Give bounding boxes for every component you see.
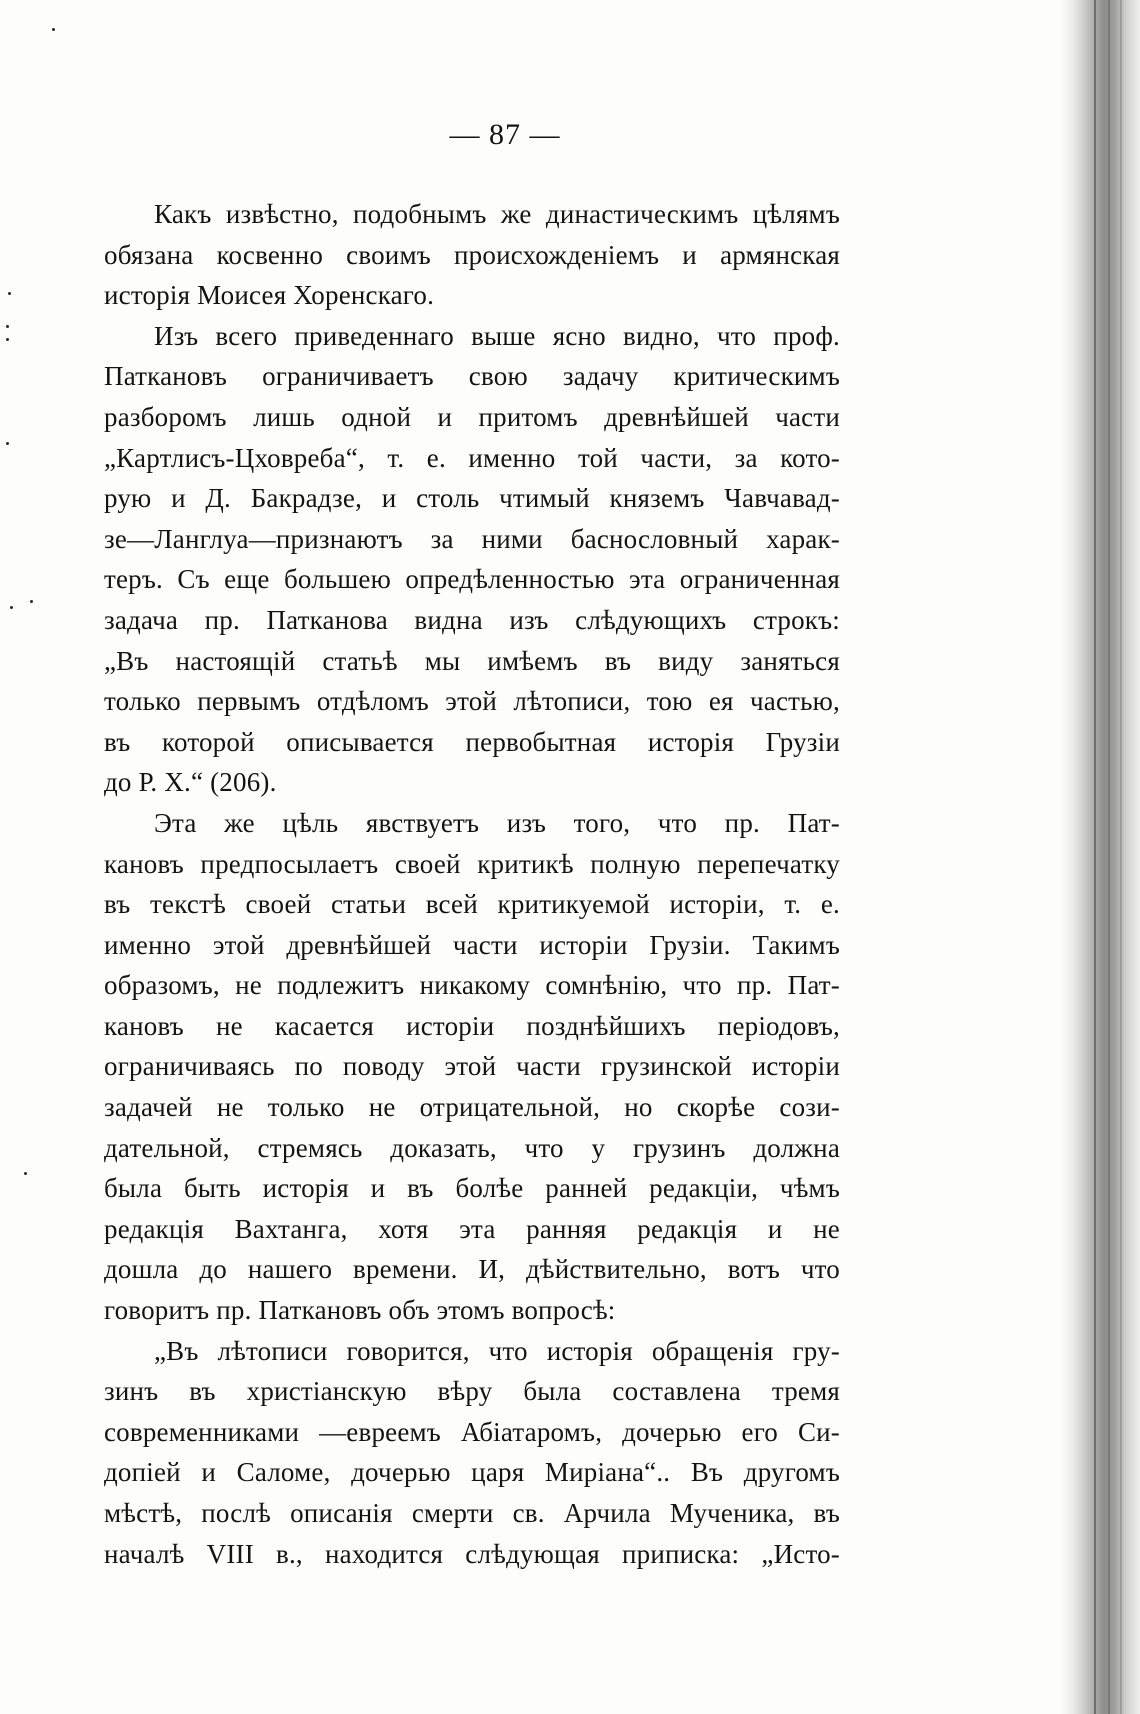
- scan-speck: [6, 338, 9, 341]
- text-line: задачей не только не отрицательной, но скорѣе сози-: [104, 1092, 840, 1123]
- text-line: рую и Д. Бакрадзе, и столь чтимый княземъ Чавчавад-: [104, 483, 840, 514]
- text-line: говоритъ пр. Паткановъ объ этомъ вопросѣ:: [104, 1295, 616, 1326]
- text-line: допіей и Саломе, дочерью царя Миріана“.. Въ другомъ: [104, 1457, 840, 1488]
- text-line: началѣ VIII в., находится слѣдующая приписка: „Исто-: [104, 1538, 840, 1569]
- text-line: Эта же цѣль явствуетъ изъ того, что пр. Пат-: [154, 807, 840, 838]
- text-line: до Р. X.“ (206).: [104, 767, 277, 798]
- scan-speck: [52, 28, 55, 31]
- text-line: мѣстѣ, послѣ описанія смерти св. Арчила Мученика, въ: [104, 1498, 840, 1528]
- scan-speck: [24, 1172, 27, 1175]
- spine-edge-line: [1094, 0, 1096, 1714]
- text-line: современниками —евреемъ Абіатаромъ, дочерью его Си-: [104, 1416, 840, 1447]
- text-line: зе—Ланглуа—признаютъ за ними баснословный харак-: [104, 523, 840, 554]
- scan-speck: [8, 292, 11, 295]
- body-text: [104, 194, 840, 1574]
- text-line: только первымъ отдѣломъ этой лѣтописи, тою ея частью,: [104, 686, 840, 717]
- text-line: Изъ всего приведеннаго выше ясно видно, что проф.: [154, 320, 840, 351]
- text-line: исторія Моисея Хоренскаго.: [104, 280, 435, 311]
- scan-speck: [6, 325, 9, 328]
- text-line: была быть исторія и въ болѣе ранней редакціи, чѣмъ: [104, 1173, 840, 1204]
- text-line: дательной, стремясь доказать, что у грузинъ должна: [104, 1132, 840, 1163]
- scan-speck: [6, 442, 9, 445]
- page-number: — 87 —: [449, 118, 561, 151]
- text-line: разборомъ лишь одной и притомъ древнѣйшей части: [104, 401, 840, 432]
- text-line: именно этой древнѣйшей части исторіи Грузіи. Такимъ: [104, 929, 840, 960]
- scan-speck: [10, 606, 13, 609]
- text-line: въ текстѣ своей статьи всей критикуемой исторіи, т. е.: [104, 889, 840, 920]
- scan-speck: [30, 600, 33, 603]
- text-line: Паткановъ ограничиваетъ свою задачу критическимъ: [104, 361, 840, 392]
- spine-edge-line: [1108, 0, 1110, 1714]
- text-line: въ которой описывается первобытная исторія Грузіи: [104, 726, 840, 757]
- text-line: зинъ въ христіанскую вѣру была составлена тремя: [104, 1376, 840, 1407]
- text-line: кановъ предпосылаетъ своей критикѣ полную перепечатку: [104, 848, 840, 879]
- text-line: кановъ не касается исторіи позднѣйшихъ періодовъ,: [104, 1010, 840, 1041]
- spine-edge-line: [1120, 0, 1122, 1714]
- text-line: редакція Вахтанга, хотя эта ранняя редакція и не: [104, 1213, 840, 1244]
- text-line: теръ. Съ еще большею опредѣленностью эта ограниченная: [104, 564, 840, 595]
- text-line: обязана косвенно своимъ происхожденіемъ и армянская: [104, 239, 840, 270]
- text-line: ограничиваясь по поводу этой части грузинской исторіи: [104, 1051, 840, 1082]
- text-line: образомъ, не подлежитъ никакому сомнѣнію, что пр. Пат-: [104, 970, 840, 1001]
- text-line: „Въ лѣтописи говорится, что исторія обращенія гру-: [154, 1335, 840, 1366]
- text-line: Какъ извѣстно, подобнымъ же династическимъ цѣлямъ: [154, 199, 840, 229]
- text-line: „Въ настоящій статьѣ мы имѣемъ въ виду заняться: [104, 645, 840, 676]
- text-line: задача пр. Патканова видна изъ слѣдующихъ строкъ:: [104, 604, 840, 635]
- text-line: „Картлисъ-Цховреба“, т. е. именно той части, за кото-: [104, 442, 840, 473]
- text-line: дошла до нашего времени. И, дѣйствительно, вотъ что: [104, 1254, 840, 1285]
- book-spine-shadow: [1060, 0, 1140, 1714]
